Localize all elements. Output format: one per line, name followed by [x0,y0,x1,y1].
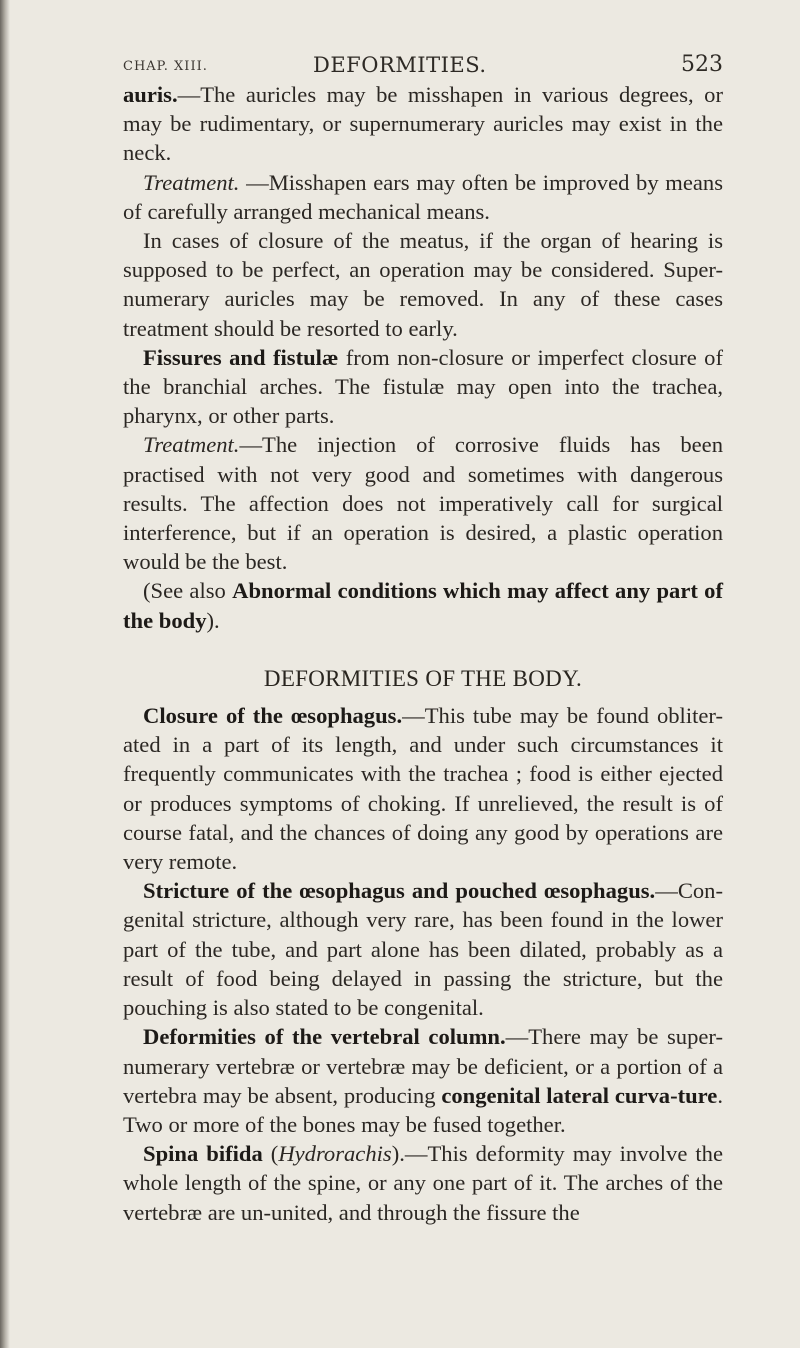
term-vertebral: Deformities of the vertebral column. [143,1024,506,1050]
term-stricture: Stricture of the œsophagus and pouched œsophagus. [143,878,656,904]
term-auris: auris. [123,82,178,107]
paragraph-text: —This tube may be found obliter-ated in a part of its length, and under such circumstances it frequently communicates with the trachea ; food is either ejected or produces symptoms of choking. If unrelieved, the result is of course fatal, and the chances of doing any good by operations are very remote. [123,703,724,875]
paragraph-text: —Con-genital stricture, although very rare, has been found in the lower part of the tube, and part alone has been dilated, probably as a result of food being delayed in passing the stricture, but the pouching is also stated to be congenital. [123,878,723,1021]
term-closure-oesophagus: Closure of the œsophagus. [143,703,403,729]
running-title: DEFORMITIES. [313,53,487,77]
paragraph-spina-bifida [123,1139,723,1227]
paragraph-text: —The auricles may be misshapen in various degrees, or may be rudimentary, or supernumerary auricles may exist in the neck. [123,82,723,166]
section-heading: DEFORMITIES OF THE BODY. [263,665,583,691]
paragraph-text: —There may be super-numerary vertebræ or vertebræ may be deficient, or a portion of a vertebra may be absent, producing [123,1024,723,1108]
paragraph-treatment-ears [123,168,723,226]
treatment-label: Treatment. [143,169,240,195]
term-hydrorachis: Hydrorachis [278,1141,392,1167]
term-spina-bifida: Spina bifida [143,1141,263,1167]
paragraph-text: ).—This deformity may involve the whole length of the spine, or any one part of it. The arches of the vertebræ are un-united, and through the fissure the [123,1141,723,1225]
cross-reference: Abnormal conditions which may affect any part of the body [123,578,723,633]
term-lateral-curvature: congenital lateral curva-ture [441,1082,718,1108]
see-also-suffix: ). [206,607,220,633]
running-header [123,47,723,81]
paragraph-text: —Misshapen ears may often be improved by means of carefully arranged mechanical means. [123,169,723,224]
paragraph-stricture [123,876,723,1022]
paragraph-vertebral [123,1022,723,1139]
paragraph-closure-oesophagus [123,701,723,876]
paragraph-closure-meatus [123,226,723,343]
chapter-label: CHAP. XIII. [123,59,208,74]
paragraph-text: . Two or more of the bones may be fused together. [123,1082,723,1137]
paragraph-see-also [123,576,723,634]
paragraph-fissures [123,343,723,431]
page-number: 523 [681,52,723,77]
paragraph-auris [123,80,723,168]
paragraph-text: —The injection of corrosive fluids has been practised with not very good and sometimes with dangerous results. The affection does not imperatively call for surgical interference, but if an operation is desired, a plastic operation would be the best. [123,432,723,575]
see-also-prefix: (See also [143,578,233,604]
paren-open: ( [262,1141,279,1167]
treatment-label: Treatment. [143,432,240,458]
page-body [123,80,723,1227]
paragraph-text: In cases of closure of the meatus, if the organ of hearing is supposed to be perfect, an operation may be considered. Super-numerary auricles may be removed. In any of these cases treatment should be resorted to early. [123,228,723,341]
term-fissures: Fissures and fistulæ [143,344,339,370]
paragraph-text: from non-closure or imperfect closure of the branchial arches. The fistulæ may open into the trachea, pharynx, or other parts. [123,344,723,429]
paragraph-treatment-fistulae [123,430,723,576]
